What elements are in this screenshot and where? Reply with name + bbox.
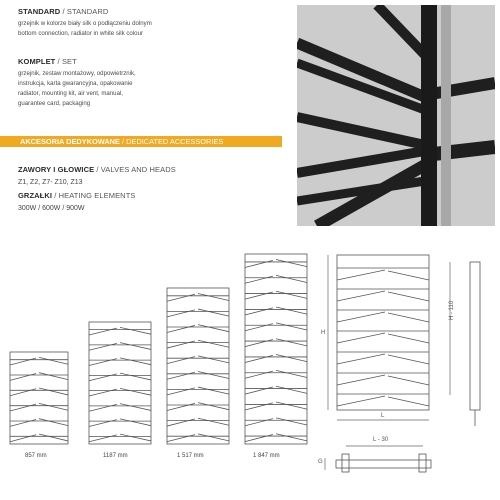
radiator-diagonal [276,291,307,298]
radiator-diagonal [276,323,307,330]
standard-heading: STANDARD / STANDARD [18,7,109,16]
radiator-diagonal [167,325,195,332]
standard-heading-pl: STANDARD [18,7,61,16]
tech-diagonal [388,292,429,301]
tech-diagonal [388,313,429,322]
radiator-diagonal [245,403,273,410]
radiator-diagonal [39,419,68,426]
radiator-diagonal [245,435,273,442]
bottom-profile [336,460,431,468]
valves-codes: Z1, Z2, Z7- Z10, Z13 [18,179,83,186]
radiator-diagonal [276,434,307,441]
tech-diagonal [388,376,429,385]
size-label-1: 857 mm [25,453,47,459]
radiator-diagonal [198,387,229,394]
set-heading: KOMPLET / SET [18,57,77,66]
radiator-diagonal [276,402,307,409]
radiator-diagonal [167,310,195,317]
heating-heading-en: HEATING ELEMENTS [58,191,136,200]
bottom-connector-left [342,454,349,472]
radiator-diagonal [198,340,229,347]
radiator-diagonal [39,434,68,441]
valves-heading-en: VALVES AND HEADS [100,165,176,174]
radiator-diagonal [167,388,195,395]
radiator-diagonal [276,339,307,346]
accessories-banner: AKCESORIA DEDYKOWANE / DEDICATED ACCESSORIES [0,136,282,147]
tech-diagonal [337,375,385,385]
radiator-diagonal [10,404,36,411]
valves-heading: ZAWORY I GŁOWICE / VALVES AND HEADS [18,165,176,174]
radiator-diagonal [167,403,195,410]
radiator-diagonal [276,386,307,393]
size-label-3: 1 517 mm [177,453,204,459]
radiator-diagonal [39,388,68,395]
radiator-variant-1 [10,352,68,444]
radiator-frame [89,322,151,444]
side-profile [470,262,480,410]
radiator-diagonal [120,419,151,426]
radiator-diagonal [120,388,151,395]
radiator-side-view [470,262,480,426]
radiator-frame [245,254,307,444]
radiator-diagonal [39,373,68,380]
radiator-technical-drawing [337,255,429,410]
tech-diagonal [337,396,385,406]
size-label-4: 1 847 mm [253,453,280,459]
radiator-diagonal [245,308,273,315]
radiator-diagonal [276,418,307,425]
valves-heading-pl: ZAWORY I GŁOWICE [18,165,95,174]
radiator-diagonal [120,343,151,350]
radiator-diagonal [167,357,195,364]
tech-diagonal [337,354,385,364]
radiator-diagonal [198,434,229,441]
radiator-diagonal [245,276,273,283]
set-line-2: instrukcja, karta gwarancyjna, opakowanie [18,80,133,87]
tech-diagonal [337,312,385,322]
standard-line-2: bottom connection, radiator in white silk colour [18,30,143,37]
radiator-variant-2 [89,322,151,444]
tech-diagonal [388,334,429,343]
tech-diagonal [337,270,385,280]
tech-diagonal [337,291,385,301]
radiator-diagonal [10,419,36,426]
tech-diagonal [337,333,385,343]
radiator-diagonal [245,260,273,267]
tech-diagonal [388,397,429,406]
radiator-diagonal [10,435,36,442]
radiator-diagonal [276,307,307,314]
bottom-connector-right [419,454,426,472]
radiator-diagonal [245,324,273,331]
radiator-diagonal [89,389,117,396]
radiator-diagonal [245,419,273,426]
heating-heading: GRZAŁKI / HEATING ELEMENTS [18,191,136,200]
radiator-bottom-view [336,454,431,472]
radiator-diagonal [245,340,273,347]
radiator-diagonal [276,370,307,377]
radiator-diagonal [89,420,117,427]
radiator-diagonal [276,275,307,282]
radiator-diagonal [39,357,68,364]
radiator-diagonal [245,355,273,362]
radiator-diagonal [89,374,117,381]
radiator-diagonal [245,371,273,378]
set-heading-pl: KOMPLET [18,57,56,66]
set-line-1: grzejnik, zestaw montażowy, odpowietrznik, [18,70,136,77]
standard-heading-en: STANDARD [66,7,109,16]
radiator-diagonal [120,404,151,411]
dim-length-label: L [381,413,385,419]
radiator-diagonal [120,327,151,334]
radiator-diagonal [10,373,36,380]
radiator-diagonal [198,371,229,378]
dim-height-minus-label: H - 110 [449,300,455,320]
tech-diagonal [388,271,429,280]
set-line-4: guarantee card, packaging [18,100,91,107]
radiator-diagonal [120,373,151,380]
radiator-diagonal [10,358,36,365]
radiator-diagonal [198,418,229,425]
heating-heading-pl: GRZAŁKI [18,191,53,200]
tech-diagonal [388,355,429,364]
size-label-2: 1187 mm [103,453,128,459]
dim-depth-label: G [318,459,323,465]
set-line-3: radiator, mounting kit, air vent, manual, [18,90,124,97]
radiator-diagonal [198,293,229,300]
radiator-diagonal [89,343,117,350]
set-heading-en: SET [61,57,77,66]
heating-powers: 300W / 600W / 900W [18,205,85,212]
radiator-diagonal [10,389,36,396]
radiator-frame [10,352,68,444]
tech-frame [337,255,429,410]
radiator-diagonal [89,359,117,366]
radiator-diagonal [167,294,195,301]
radiator-diagonal [39,403,68,410]
radiator-diagonal [167,341,195,348]
banner-en: DEDICATED ACCESSORIES [126,137,224,146]
radiator-diagonal [167,435,195,442]
dim-height-label: H [321,330,326,336]
radiator-diagonal [198,403,229,410]
radiator-diagonal [89,328,117,335]
radiator-diagonal [89,435,117,442]
dim-length-minus-label: L - 30 [373,437,389,443]
radiator-diagonal [167,372,195,379]
radiator-variant-4 [245,254,307,444]
radiator-diagonal [89,404,117,411]
radiator-variant-3 [167,288,229,444]
radiator-diagonal [198,309,229,316]
radiator-diagonal [167,419,195,426]
radiator-diagonal [198,325,229,332]
radiator-diagonal [198,356,229,363]
banner-pl: AKCESORIA DEDYKOWANE [20,137,120,146]
standard-line-1: grzejnik w kolorze biały silk o podłączeniu dolnym [18,20,152,27]
radiator-diagonal [276,260,307,267]
radiator-diagonal [245,292,273,299]
radiator-diagonal [120,434,151,441]
radiator-diagonal [245,387,273,394]
radiator-diagonal [276,355,307,362]
radiator-diagonal [120,358,151,365]
